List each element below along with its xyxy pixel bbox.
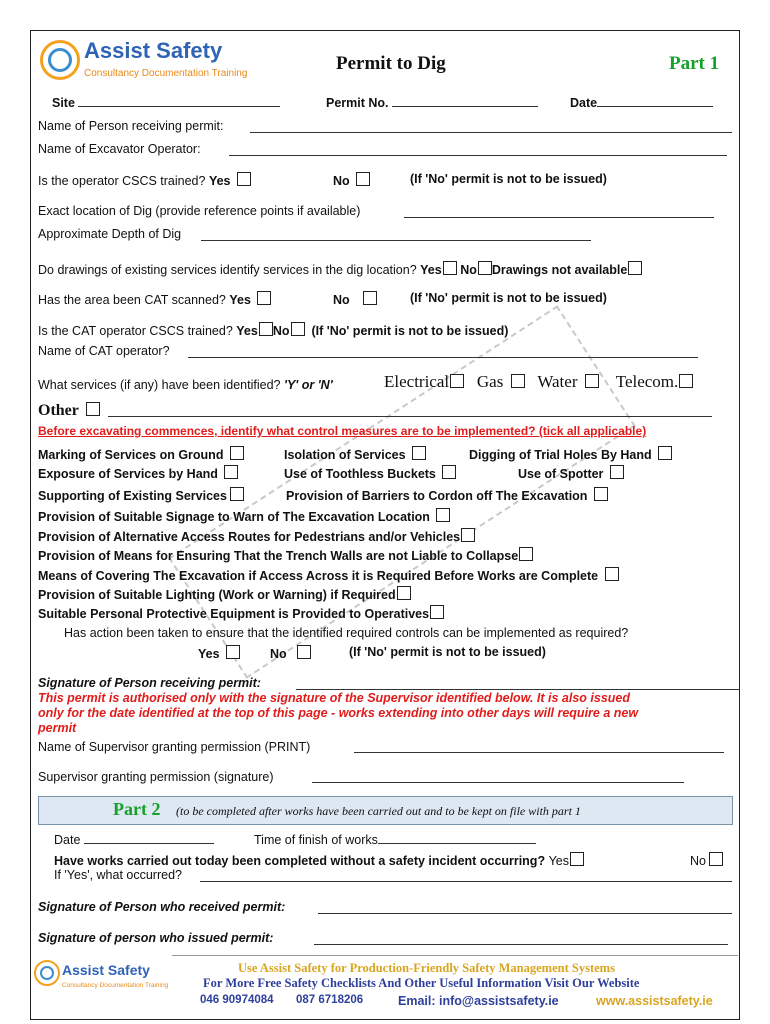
date-label: Date xyxy=(570,95,713,110)
other-field[interactable] xyxy=(108,416,712,417)
ppe-checkbox[interactable] xyxy=(430,605,444,619)
incident-no-checkbox[interactable] xyxy=(709,852,723,866)
footer-phone2: 087 6718206 xyxy=(296,994,364,1006)
control-trial-holes: Digging of Trial Holes By Hand xyxy=(469,446,672,462)
gas-checkbox[interactable] xyxy=(511,374,525,388)
part2-date-field[interactable] xyxy=(84,832,214,844)
cat-scanned-no-checkbox[interactable] xyxy=(363,291,377,305)
footer-logo xyxy=(34,958,169,994)
control-covering: Means of Covering The Excavation if Access Across it is Required Before Works are Complete xyxy=(38,567,619,583)
excavator-operator-label: Name of Excavator Operator: xyxy=(38,142,201,156)
page-title: Permit to Dig xyxy=(336,53,446,74)
control-marking: Marking of Services on Ground xyxy=(38,446,244,462)
permit-notice-line2: only for the date identified at the top of this page - works extending into other days will require a new xyxy=(38,706,639,720)
supervisor-print-label: Name of Supervisor granting permission (PRINT) xyxy=(38,740,311,754)
footer-phone1: 046 90974084 xyxy=(200,994,274,1006)
logo-name: Assist Safety xyxy=(84,38,223,63)
electrical-checkbox[interactable] xyxy=(450,374,464,388)
cscs-question: Is the operator CSCS trained? Yes xyxy=(38,172,251,188)
exact-location-label: Exact location of Dig (provide reference points if available) xyxy=(38,204,361,218)
approx-depth-field[interactable] xyxy=(201,240,591,241)
part2-note: (to be completed after works have been carried out and to be kept on file with part 1 xyxy=(176,804,581,818)
cat-scanned-question: Has the area been CAT scanned? Yes xyxy=(38,291,271,307)
control-supporting: Supporting of Existing Services xyxy=(38,487,244,503)
part2-date-label: Date xyxy=(54,832,214,847)
isolation-checkbox[interactable] xyxy=(412,446,426,460)
covering-checkbox[interactable] xyxy=(605,567,619,581)
cat-scanned-not-issued: (If 'No' permit is not to be issued) xyxy=(410,291,607,305)
other-checkbox[interactable] xyxy=(86,402,100,416)
logo-tagline: Consultancy Documentation Training xyxy=(84,68,248,79)
trench-walls-checkbox[interactable] xyxy=(519,547,533,561)
part2-label: Part 2 xyxy=(113,799,161,819)
signature-receiving-label: Signature of Person receiving permit: xyxy=(38,676,261,690)
sig-issued-label: Signature of person who issued permit: xyxy=(38,931,274,945)
control-exposure: Exposure of Services by Hand xyxy=(38,465,238,481)
supervisor-print-field[interactable] xyxy=(354,752,724,753)
signage-checkbox[interactable] xyxy=(436,508,450,522)
cat-cscs-no-checkbox[interactable] xyxy=(291,322,305,336)
control-barriers: Provision of Barriers to Cordon off The Excavation xyxy=(286,487,608,503)
cat-cscs-question: Is the CAT operator CSCS trained? Yes No (If 'No' permit is not to be issued) xyxy=(38,324,509,338)
control-isolation: Isolation of Services xyxy=(284,446,426,462)
footer-divider xyxy=(172,955,738,956)
action-question: Has action been taken to ensure that the identified required controls can be implemented as required? xyxy=(64,626,629,640)
supervisor-signature-field[interactable] xyxy=(312,782,684,783)
cat-scanned-no: No xyxy=(333,291,377,307)
part2-time-label: Time of finish of works xyxy=(254,832,536,847)
cat-scanned-yes-checkbox[interactable] xyxy=(257,291,271,305)
marking-checkbox[interactable] xyxy=(230,446,244,460)
sig-issued-field[interactable] xyxy=(314,944,728,945)
action-no: No xyxy=(270,645,311,661)
drawings-yes-checkbox[interactable] xyxy=(443,261,457,275)
telecom-checkbox[interactable] xyxy=(679,374,693,388)
trial-holes-checkbox[interactable] xyxy=(658,446,672,460)
control-ppe: Suitable Personal Protective Equipment is Provided to Operatives xyxy=(38,605,444,621)
receiving-person-field[interactable] xyxy=(250,132,732,133)
access-routes-checkbox[interactable] xyxy=(461,528,475,542)
supervisor-signature-label: Supervisor granting permission (signature) xyxy=(38,770,274,784)
header-logo xyxy=(38,36,258,86)
part-label: Part 1 xyxy=(669,53,720,74)
drawings-no-checkbox[interactable] xyxy=(478,261,492,275)
control-access-routes: Provision of Alternative Access Routes for Pedestrians and/or Vehicles xyxy=(38,528,475,544)
water-checkbox[interactable] xyxy=(585,374,599,388)
action-not-issued: (If 'No' permit is not to be issued) xyxy=(349,645,546,659)
date-field[interactable] xyxy=(597,95,713,107)
drawings-question: Do drawings of existing services identify services in the dig location? Yes No Drawings not available xyxy=(38,261,642,277)
drawings-na-checkbox[interactable] xyxy=(628,261,642,275)
barriers-checkbox[interactable] xyxy=(594,487,608,501)
sig-received-label: Signature of Person who received permit: xyxy=(38,900,286,914)
cscs-not-issued: (If 'No' permit is not to be issued) xyxy=(410,172,607,186)
control-toothless: Use of Toothless Buckets xyxy=(284,465,456,481)
controls-heading: Before excavating commences, identify what control measures are to be implemented? (tick all applicable) xyxy=(38,424,647,438)
other-option: Other xyxy=(38,402,100,420)
action-yes-checkbox[interactable] xyxy=(226,645,240,659)
spotter-checkbox[interactable] xyxy=(610,465,624,479)
incident-question: Have works carried out today been completed without a safety incident occurring? Yes xyxy=(54,852,584,868)
permit-no-field[interactable] xyxy=(392,95,538,107)
action-yes: Yes xyxy=(198,645,240,661)
if-yes-field[interactable] xyxy=(200,881,732,882)
control-lighting: Provision of Suitable Lighting (Work or Warning) if Required xyxy=(38,586,411,602)
incident-yes-checkbox[interactable] xyxy=(570,852,584,866)
control-spotter: Use of Spotter xyxy=(518,465,624,481)
control-trench-walls: Provision of Means for Ensuring That the Trench Walls are not Liable to Collapse xyxy=(38,547,533,563)
cscs-yes-checkbox[interactable] xyxy=(237,172,251,186)
action-no-checkbox[interactable] xyxy=(297,645,311,659)
part2-time-field[interactable] xyxy=(378,832,536,844)
cscs-no-checkbox[interactable] xyxy=(356,172,370,186)
approx-depth-label: Approximate Depth of Dig xyxy=(38,227,182,241)
exposure-checkbox[interactable] xyxy=(224,465,238,479)
services-question: What services (if any) have been identified? 'Y' or 'N' xyxy=(38,378,333,392)
toothless-checkbox[interactable] xyxy=(442,465,456,479)
permit-notice-line1: This permit is authorised only with the signature of the Supervisor identified below. It is also issued xyxy=(38,691,630,705)
exact-location-field[interactable] xyxy=(404,217,714,218)
footer-line1: Use Assist Safety for Production-Friendly Safety Management Systems xyxy=(238,961,615,975)
control-signage: Provision of Suitable Signage to Warn of The Excavation Location xyxy=(38,508,450,524)
footer-logo-tagline: Consultancy Documentation Training xyxy=(62,982,169,989)
receiving-person-label: Name of Person receiving permit: xyxy=(38,119,224,133)
footer-website[interactable]: www.assistsafety.ie xyxy=(596,994,713,1008)
sig-received-field[interactable] xyxy=(318,913,732,914)
signature-receiving-field[interactable] xyxy=(296,689,740,690)
cat-operator-field[interactable] xyxy=(188,357,698,358)
permit-notice-line3: permit xyxy=(38,721,77,735)
permit-no-label: Permit No. xyxy=(326,95,538,110)
footer-line2: For More Free Safety Checklists And Other Useful Information Visit Our Website xyxy=(203,976,640,990)
incident-no: No xyxy=(690,852,723,868)
site-label: Site xyxy=(52,95,280,110)
cat-operator-label: Name of CAT operator? xyxy=(38,344,170,358)
footer-logo-name: Assist Safety xyxy=(62,962,150,978)
excavator-operator-field[interactable] xyxy=(229,155,727,156)
services-options: Electrical Gas Water Telecom. xyxy=(384,372,693,392)
cat-cscs-yes-checkbox[interactable] xyxy=(259,322,273,336)
lighting-checkbox[interactable] xyxy=(397,586,411,600)
footer-email[interactable]: Email: info@assistsafety.ie xyxy=(398,994,559,1008)
site-field[interactable] xyxy=(78,95,280,107)
cscs-no: No xyxy=(333,172,370,188)
if-yes-label: If 'Yes', what occurred? xyxy=(54,868,182,882)
supporting-checkbox[interactable] xyxy=(230,487,244,501)
